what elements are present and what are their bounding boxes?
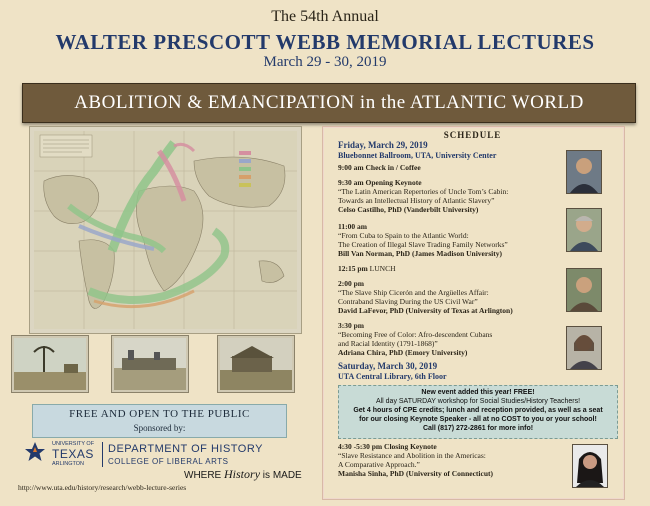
session3-title2: Contraband Slaving During the US Civil War” xyxy=(338,297,478,306)
promo-line2: All day SATURDAY workshop for Social Studies/History Teachers! xyxy=(375,398,581,405)
speaker-photo xyxy=(572,444,608,488)
session3-time: 2:00 pm xyxy=(338,279,365,288)
session4-title1: “Becoming Free of Color: Afro-descendent Cubans xyxy=(338,330,493,339)
checkin-text: 9:00 am Check in / Coffee xyxy=(338,163,421,172)
header-annual: The 54th Annual xyxy=(271,8,379,25)
teacher-workshop-promo xyxy=(338,385,618,439)
lunch-label: LUNCH xyxy=(369,264,396,273)
session3-speaker: David LaFevor, PhD (University of Texas at Arlington) xyxy=(338,306,513,315)
logo-divider xyxy=(102,442,103,467)
day2-venue: UTA Central Library, 6th Floor xyxy=(338,372,447,381)
session4-title2: and Racial Identity (1791-1868)” xyxy=(338,339,438,348)
schedule-title: SCHEDULE xyxy=(443,130,502,140)
session1-title2: Towards an Intellectual History of Atlantic Slavery” xyxy=(338,196,495,205)
session1-time: 9:30 am Opening Keynote xyxy=(338,178,422,187)
theme-banner: ABOLITION & EMANCIPATION in the ATLANTIC WORLD xyxy=(22,83,636,123)
tagline-is: is xyxy=(262,470,271,481)
college-name: COLLEGE OF LIBERAL ARTS xyxy=(108,457,229,466)
speaker-photo xyxy=(566,150,602,194)
tagline-history: History xyxy=(224,467,261,481)
session4 xyxy=(338,321,568,357)
session1-title1: “The Latin American Repertories of Uncle Tom’s Cabin: xyxy=(338,187,509,196)
session1-speaker: Celso Castilho, PhD (Vanderbilt University) xyxy=(338,205,479,214)
uta-logo-line1: UNIVERSITY OF xyxy=(52,441,95,447)
speaker-photo xyxy=(566,208,602,252)
sponsored-by-text: Sponsored by: xyxy=(133,423,186,433)
session3 xyxy=(338,279,568,315)
website-url[interactable]: http://www.uta.edu/history/research/webb-lecture-series xyxy=(18,483,187,492)
speaker-photo xyxy=(566,268,602,312)
session3-title1: “The Slave Ship Cicerón and the Argüelles Affair: xyxy=(338,288,489,297)
historic-slave-trade-map xyxy=(30,127,301,333)
session5-time: 4:30 -5:30 pm Closing Keynote xyxy=(338,442,437,451)
session2-title1: “From Cuba to Spain to the Atlantic World: xyxy=(338,231,469,240)
tagline xyxy=(184,467,302,482)
day1-heading: Friday, March 29, 2019 xyxy=(338,140,428,150)
historic-print-thumbnail xyxy=(112,336,188,392)
lunch-item xyxy=(338,264,568,273)
free-admission-box xyxy=(32,404,287,438)
promo-line4: for our closing Keynote Speaker - all at no COST to you or your school! xyxy=(359,416,597,423)
historic-print-thumbnail xyxy=(12,336,88,392)
session2-speaker: Bill Van Norman, PhD (James Madison University) xyxy=(338,249,502,258)
tagline-made: MADE xyxy=(272,470,302,481)
day2-heading: Saturday, March 30, 2019 xyxy=(338,361,438,371)
header-dates: March 29 - 30, 2019 xyxy=(263,54,387,70)
header-title: WALTER PRESCOTT WEBB MEMORIAL LECTURES xyxy=(55,30,595,54)
uta-logo-line2: TEXAS xyxy=(52,447,94,461)
session4-speaker: Adriana Chira, PhD (Emory University) xyxy=(338,348,468,357)
free-admission-text: FREE AND OPEN TO THE PUBLIC xyxy=(69,408,250,420)
session5-title1: “Slave Resistance and Abolition in the Americas: xyxy=(338,451,486,460)
session4-time: 3:30 pm xyxy=(338,321,365,330)
promo-line3: Get 4 hours of CPE credits; lunch and reception provided, as well as a seat xyxy=(353,407,603,414)
uta-star-logo-icon xyxy=(24,441,46,463)
speaker-photo xyxy=(566,326,602,370)
checkin-item xyxy=(338,163,568,172)
uta-logo-line3: ARLINGTON xyxy=(52,461,84,467)
lunch-time: 12:15 pm xyxy=(338,264,368,273)
session5 xyxy=(338,442,568,478)
session2-time: 11:00 am xyxy=(338,222,367,231)
session2 xyxy=(338,222,568,258)
session2-title2: The Creation of Illegal Slave Trading Family Networks” xyxy=(338,240,508,249)
session1 xyxy=(338,178,568,214)
department-name: DEPARTMENT OF HISTORY xyxy=(108,443,263,455)
tagline-where: WHERE xyxy=(184,470,222,481)
promo-line1: New event added this year! FREE! xyxy=(421,389,535,396)
promo-line5: Call (817) 272-2861 for more info! xyxy=(422,425,534,432)
day1-venue: Bluebonnet Ballroom, UTA, University Center xyxy=(338,151,497,160)
historic-print-thumbnail xyxy=(218,336,294,392)
session5-speaker: Manisha Sinha, PhD (University of Connecticut) xyxy=(338,469,494,478)
session5-title2: A Comparative Approach.” xyxy=(338,460,420,469)
map-illustration xyxy=(34,131,297,329)
